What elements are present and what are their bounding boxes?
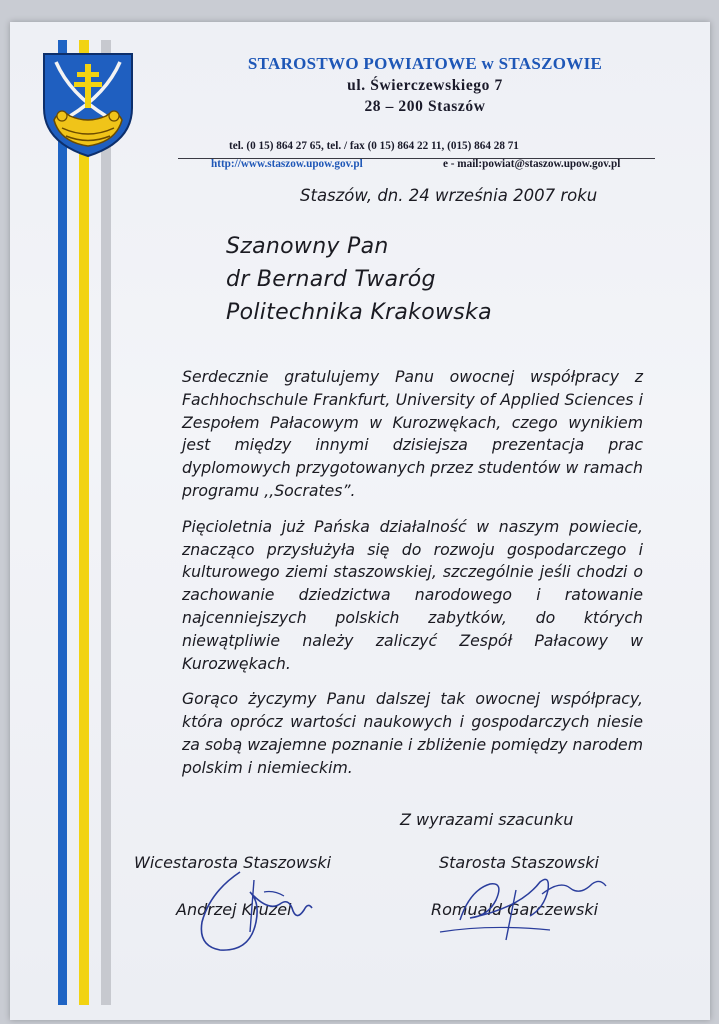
recipient-name: dr Bernard Twaróg: [226, 267, 436, 292]
office-name: STAROSTWO POWIATOWE w STASZOWIE: [247, 54, 603, 73]
paragraph-2: Pięcioletnia już Pańska działalność w naszym powiecie, znacząco przysłużyła się do rozwoju gospodarczego i kulturowego ziemi staszowskiej, szczególnie jeśli chodzi o zachowanie dziedzictwa narodowego i ratowanie najcenniejszych polskich zabytków, do których niewątpliwie należy zaliczyć Zespół Pałacowy w Kurozwękach.: [182, 516, 643, 673]
office-links: [211, 158, 671, 170]
yellow-stripe: [79, 40, 89, 1005]
right-signatory-title: Starosta Staszowski: [439, 853, 599, 872]
header-divider: [178, 158, 655, 159]
paragraph-1: Serdecznie gratulujemy Panu owocnej współpracy z Fachhochschule Frankfurt, University of Applied Sciences i Zespołem Pałacowym w Kurozwękach, czego wynikiem jest między innymi dzisiejsza prezentacja prac dyplomowych przygotowanych przez studentów w ramach programu ,,Socrates”.: [182, 367, 643, 500]
left-signatory-name: Andrzej Kruzel: [176, 900, 292, 919]
letter-body: [182, 366, 643, 793]
letter-date: Staszów, dn. 24 września 2007 roku: [300, 186, 598, 205]
coat-of-arms-icon: [40, 50, 136, 160]
closing-phrase: Z wyrazami szacunku: [400, 810, 574, 829]
letterhead: [190, 54, 660, 116]
email-address[interactable]: e - mail:powiat@staszow.upow.gov.pl: [443, 158, 621, 170]
recipient-organization: Politechnika Krakowska: [226, 300, 492, 325]
salutation: Szanowny Pan: [226, 234, 389, 259]
blue-stripe: [58, 40, 67, 1005]
office-postal: 28 – 200 Staszów: [364, 98, 486, 115]
left-signatory-title: Wicestarosta Staszowski: [134, 853, 332, 872]
right-signatory-name: Romuald Garczewski: [431, 900, 599, 919]
office-street: ul. Świerczewskiego 7: [347, 77, 503, 94]
gray-stripe: [101, 40, 111, 1005]
letter-sheet: [10, 22, 710, 1020]
office-phones: tel. (0 15) 864 27 65, tel. / fax (0 15) 864 22 11, (015) 864 28 71: [229, 140, 519, 152]
paragraph-3: Gorąco życzymy Panu dalszej tak owocnej współpracy, która oprócz wartości naukowych i gospodarczych niesie za sobą wzajemne poznanie i zbliżenie pomiędzy narodem polskim i niemieckim.: [182, 689, 643, 777]
website-link[interactable]: http://www.staszow.upow.gov.pl: [211, 158, 363, 170]
